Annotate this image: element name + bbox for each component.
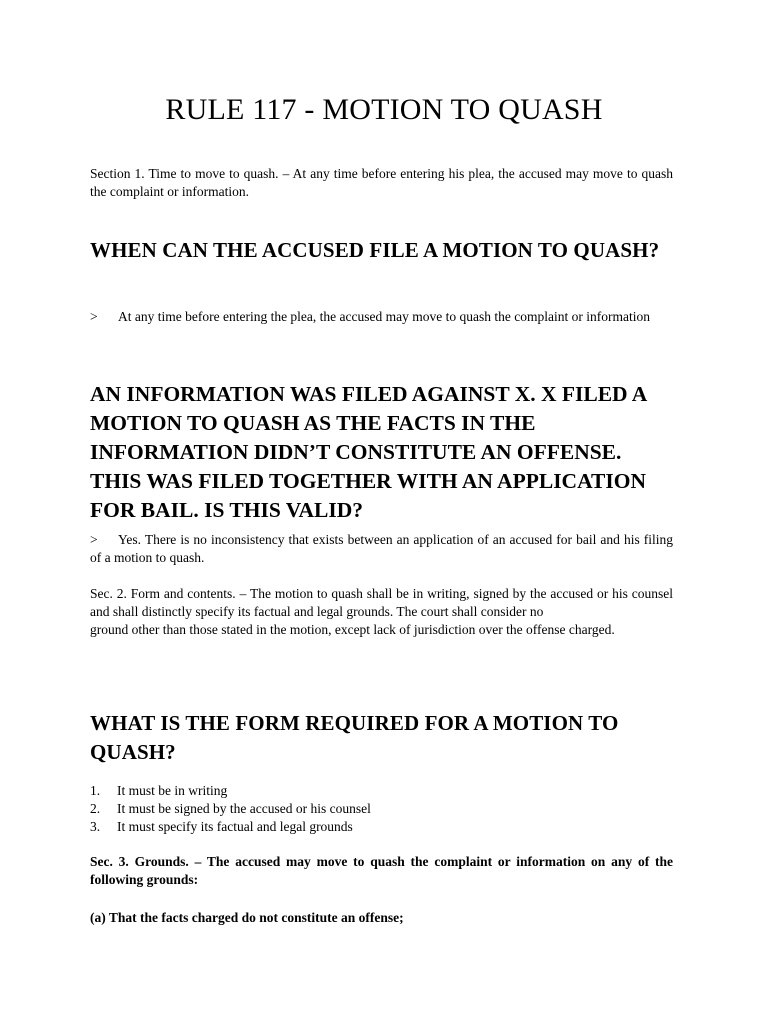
list-item: 1. It must be in writing — [90, 783, 228, 798]
list-item: 3. It must specify its factual and legal grounds — [90, 819, 353, 834]
question-2-answer — [90, 531, 673, 567]
section-2-text — [90, 585, 673, 639]
answer-text: At any time before entering the plea, the accused may move to quash the complaint or information — [118, 309, 650, 324]
question-3-heading: WHAT IS THE FORM REQUIRED FOR A MOTION TO QUASH? — [90, 711, 619, 764]
answer-marker: > — [90, 309, 98, 324]
question-1-heading: WHEN CAN THE ACCUSED FILE A MOTION TO QUASH? — [90, 238, 660, 262]
question-1-answer — [90, 308, 673, 326]
answer-marker: > — [90, 532, 98, 547]
section-2-part-1: Sec. 2. Form and contents. – The motion to quash shall be in writing, signed by the accused or his counsel and shall distinctly specify its factual and legal grounds. The court shall consider no — [90, 586, 673, 619]
ground-a-text: (a) That the facts charged do not constitute an offense; — [90, 910, 404, 925]
answer-text: Yes. There is no inconsistency that exists between an application of an accused for bail and his filing of a motion to quash. — [90, 532, 673, 565]
section-3-text: Sec. 3. Grounds. – The accused may move to quash the complaint or information on any of the following grounds: — [90, 854, 673, 887]
section-2-part-2: ground other than those stated in the motion, except lack of jurisdiction over the offense charged. — [90, 622, 615, 637]
page-title: RULE 117 - MOTION TO QUASH — [165, 93, 603, 126]
form-requirements-list — [90, 782, 673, 836]
section-1-text: Section 1. Time to move to quash. – At any time before entering his plea, the accused may move to quash the complaint or information. — [90, 166, 673, 199]
question-2-heading: AN INFORMATION WAS FILED AGAINST X. X FILED A MOTION TO QUASH AS THE FACTS IN THE INFORMATION DIDN’T CONSTITUTE AN OFFENSE. THIS WAS FILED TOGETHER WITH AN APPLICATION FOR BAIL. IS THIS VALID? — [90, 382, 647, 522]
list-item: 2. It must be signed by the accused or his counsel — [90, 801, 371, 816]
